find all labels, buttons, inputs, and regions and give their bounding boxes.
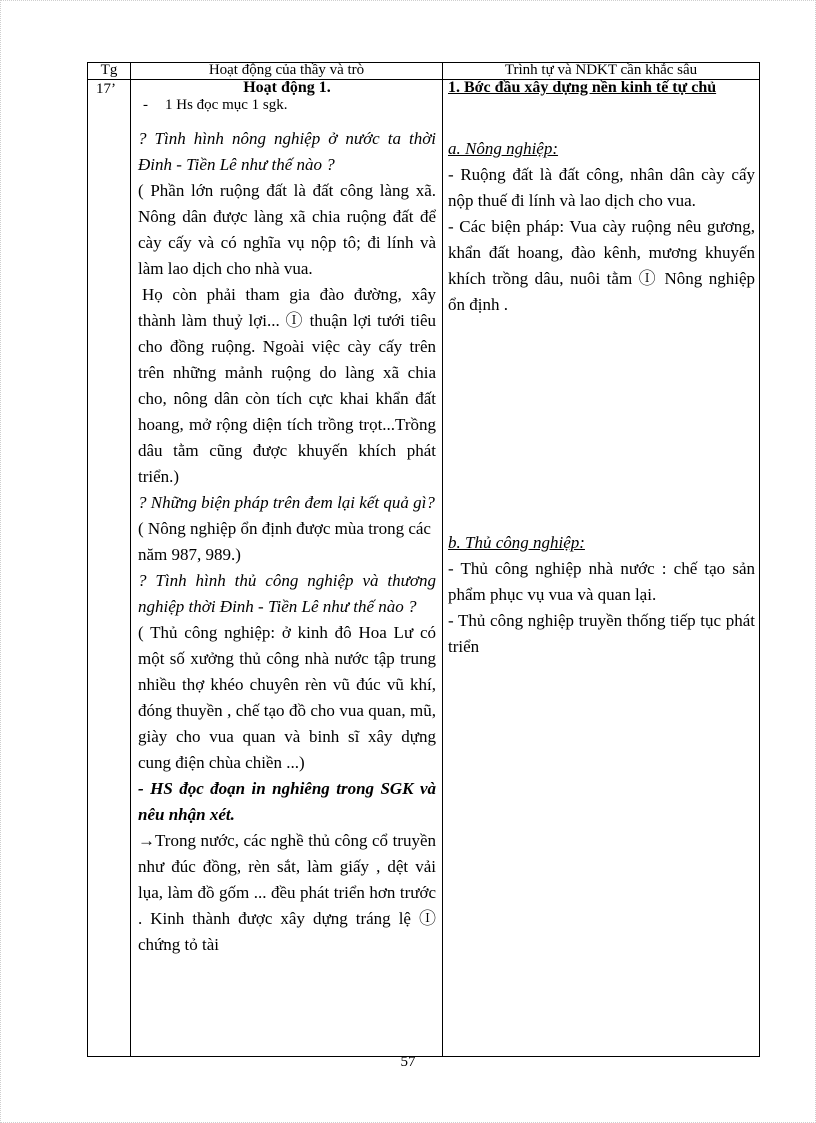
- question-handicraft: ? Tình hình thủ công nghiệp và thương nghiệp thời Đinh - Tiền Lê như thế nào ?: [138, 571, 436, 616]
- agriculture-point-1: - Ruộng đất là đất công, nhân dân cày cấy nộp thuế đi lính và lao dịch cho vua.: [448, 165, 755, 210]
- handicraft-point-1: - Thủ công nghiệp nhà nước : chế tạo sản phẩm phục vụ vua và quan lại.: [448, 559, 755, 604]
- header-content: Trình tự và NDKT cần khắc sâu: [443, 63, 760, 80]
- agriculture-point-2: - Các biện pháp: Vua cày ruộng nêu gương, khẩn đất hoang, đào kênh, mương khuyến khích trồng dâu, nuôi tằm Ⓘ Nông nghiệp ổn định .: [448, 217, 755, 314]
- lesson-plan-table: [87, 62, 760, 1057]
- table-row: [88, 80, 760, 1057]
- instruction-text: 1 Hs đọc mục 1 sgk.: [165, 97, 288, 113]
- activity-title: Hoạt động 1.: [243, 79, 331, 96]
- answer-handicraft: ( Thủ công nghiệp: ở kinh đô Hoa Lư có một số xưởng thủ công nhà nước tập trung nhiều thợ khéo chuyên rèn vũ đúc vũ khí, đóng thuyền , chế tạo đồ cho vua quan, mũ, giày cho vua quan và binh sĩ xây dựng cung điện chùa chiền ...): [138, 623, 436, 772]
- answer-agriculture-2: Họ còn phải tham gia đào đường, xây thành làm thuỷ lợi... Ⓘ thuận lợi tưới tiêu cho đồng ruộng. Ngoài việc cày cấy trên trên những mảnh ruộng do làng xã chia cho, nông dân còn tích cực khai khẩn đất hoang, mở rộng diện tích trồng trọt...Trồng dâu tằm cũng được khuyến khích phát triển.): [138, 285, 436, 486]
- question-results: ? Những biện pháp trên đem lại kết quả gì?: [138, 493, 435, 512]
- activity-cell: [131, 80, 443, 1057]
- answer-results: ( Nông nghiệp ổn định được mùa trong các năm 987, 989.): [138, 519, 431, 564]
- question-agriculture: ? Tình hình nông nghiệp ở nước ta thời Đinh - Tiền Lê như thế nào ?: [138, 129, 436, 174]
- content-cell: [443, 80, 760, 1057]
- handicraft-label: b. Thủ công nghiệp:: [448, 533, 585, 552]
- section-heading: 1. Bớc đầu xây dựng nền kinh tế tự chủ: [448, 79, 717, 96]
- student-task: - HS đọc đoạn in nghiêng trong SGK và nêu nhận xét.: [138, 779, 436, 824]
- time-cell: 17’: [88, 80, 131, 1057]
- answer-agriculture-1: ( Phần lớn ruộng đất là đất công làng xã. Nông dân được làng xã chia ruộng đất để cày cấy và có nghĩa vụ nộp tô; đi lính và làm lao dịch cho nhà vua.: [138, 181, 436, 278]
- conclusion-text: →Trong nước, các nghề thủ công cổ truyền như đúc đồng, rèn sắt, làm giấy , dệt vải lụa, làm đồ gốm ... đều phát triển hơn trước . Kinh thành được xây dựng tráng lệ Ⓘ chứng tỏ tài: [138, 831, 436, 954]
- header-activity: Hoạt động của thầy và trò: [131, 63, 443, 80]
- header-time: Tg: [88, 63, 131, 80]
- table-header-row: [88, 63, 760, 80]
- instruction-dash: -: [143, 97, 148, 113]
- agriculture-label: a. Nông nghiệp:: [448, 139, 559, 158]
- page-number: 57: [400, 1054, 416, 1070]
- handicraft-point-2: - Thủ công nghiệp truyền thống tiếp tục phát triển: [448, 611, 755, 656]
- activity-instruction: [138, 96, 436, 114]
